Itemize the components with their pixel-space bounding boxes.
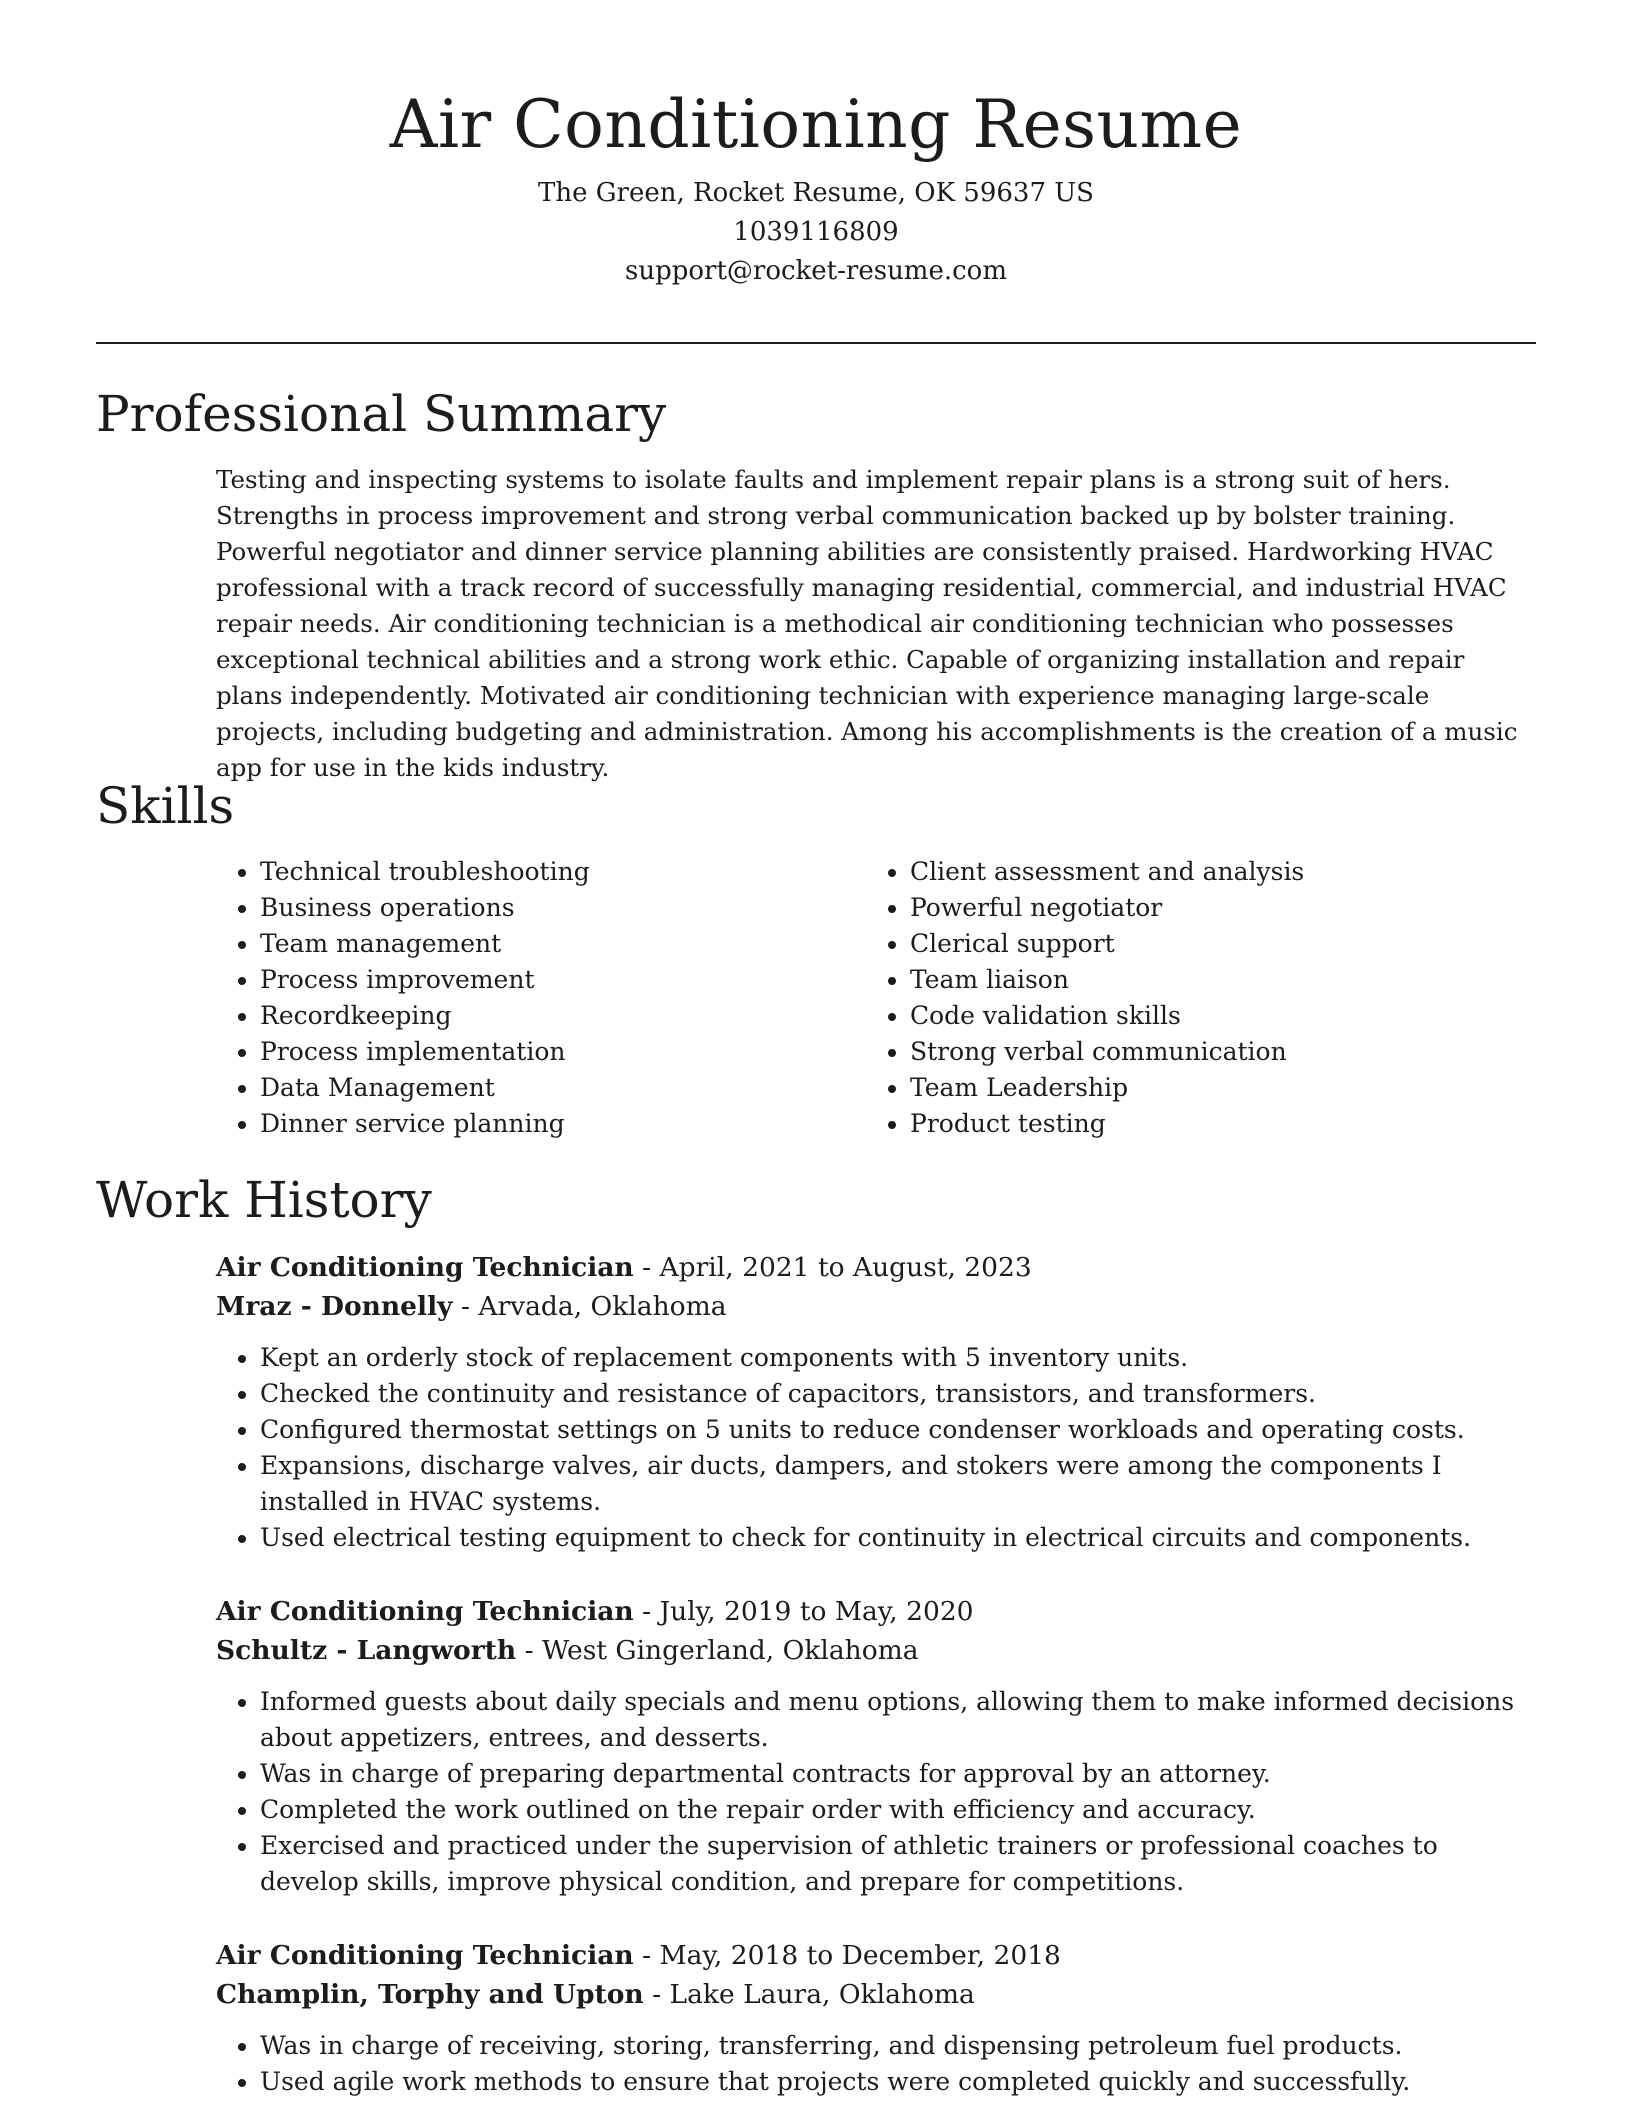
job-bullet: • Kept an orderly stock of replacement components with 5 inventory units. <box>260 1340 1536 1376</box>
job-bullets <box>216 2028 1536 2100</box>
job-bullet: • Completed the work outlined on the repair order with efficiency and accuracy. <box>260 1792 1536 1828</box>
header-divider <box>96 342 1536 344</box>
contact-address: The Green, Rocket Resume, OK 59637 US <box>538 178 1094 208</box>
skill-item: • Dinner service planning <box>260 1106 816 1142</box>
skill-item: • Team management <box>260 926 816 962</box>
skill-item: • Team liaison <box>910 962 1506 998</box>
job-location: West Gingerland, Oklahoma <box>541 1635 919 1666</box>
contact-email: support@rocket-resume.com <box>624 256 1007 286</box>
skill-item: • Team Leadership <box>910 1070 1506 1106</box>
job-bullet: • Used electrical testing equipment to check for continuity in electrical circuits and components. <box>260 1520 1536 1556</box>
job-bullets <box>216 1684 1536 1900</box>
job-company: Mraz - Donnelly <box>216 1291 453 1322</box>
skill-item: • Strong verbal communication <box>910 1034 1506 1070</box>
skill-item: • Product testing <box>910 1106 1506 1142</box>
job-dates: April, 2021 to August, 2023 <box>659 1252 1032 1283</box>
job-title-line: Air Conditioning Technician - May, 2018 to December, 2018 <box>216 1940 1061 1971</box>
job-bullet: • Exercised and practiced under the supervision of athletic trainers or professional coaches to develop skills, improve physical condition, and prepare for competitions. <box>260 1828 1536 1900</box>
job-entry <box>216 1592 1536 1900</box>
job-entry <box>216 1248 1536 1556</box>
skill-item: • Code validation skills <box>910 998 1506 1034</box>
job-company: Schultz - Langworth <box>216 1635 517 1666</box>
job-bullet: • Was in charge of preparing departmental contracts for approval by an attorney. <box>260 1756 1536 1792</box>
job-location: Lake Laura, Oklahoma <box>669 1979 975 2010</box>
job-location: Arvada, Oklahoma <box>478 1291 727 1322</box>
summary-text: Testing and inspecting systems to isolate faults and implement repair plans is a strong suit of hers. Strengths in process improvement and strong verbal communication backed up by bolster training. Powerful negotiator and dinner service planning abilities are consistently praised. Hardworking HVAC professional with a track record of successfully managing residential, commercial, and industrial HVAC repair needs. Air conditioning technician is a methodical air conditioning technician who possesses exceptional technical abilities and a strong work ethic. Capable of organizing installation and repair plans independently. Motivated air conditioning technician with experience managing large-scale projects, including budgeting and administration. Among his accomplishments is the creation of a music app for use in the kids industry. <box>216 465 1518 782</box>
resume-title: Air Conditioning Resume <box>389 86 1243 163</box>
skill-item: • Client assessment and analysis <box>910 854 1506 890</box>
skills-list-left <box>216 854 816 1142</box>
job-role: Air Conditioning Technician <box>216 1940 634 1971</box>
job-bullet: • Expansions, discharge valves, air ducts, dampers, and stokers were among the components I installed in HVAC systems. <box>260 1448 1536 1520</box>
skill-item: • Data Management <box>260 1070 816 1106</box>
work-history-heading: Work History <box>96 1171 432 1229</box>
job-title-line: Air Conditioning Technician - April, 2021 to August, 2023 <box>216 1252 1032 1283</box>
skill-item: • Business operations <box>260 890 816 926</box>
job-entry <box>216 1936 1536 2100</box>
job-role: Air Conditioning Technician <box>216 1596 634 1627</box>
summary-heading: Professional Summary <box>96 385 667 443</box>
job-bullet: • Informed guests about daily specials and menu options, allowing them to make informed decisions about appetizers, entrees, and desserts. <box>260 1684 1536 1756</box>
skill-item: • Process implementation <box>260 1034 816 1070</box>
skill-item: • Technical troubleshooting <box>260 854 816 890</box>
skill-item: • Powerful negotiator <box>910 890 1506 926</box>
job-bullet: • Checked the continuity and resistance of capacitors, transistors, and transformers. <box>260 1376 1536 1412</box>
job-company-line: Schultz - Langworth - West Gingerland, Oklahoma <box>216 1635 919 1666</box>
skills-heading: Skills <box>96 777 235 835</box>
job-title-line: Air Conditioning Technician - July, 2019 to May, 2020 <box>216 1596 974 1627</box>
job-company: Champlin, Torphy and Upton <box>216 1979 644 2010</box>
skill-item: • Recordkeeping <box>260 998 816 1034</box>
skill-item: • Clerical support <box>910 926 1506 962</box>
contact-phone: 1039116809 <box>733 217 899 247</box>
job-company-line: Champlin, Torphy and Upton - Lake Laura, Oklahoma <box>216 1979 975 2010</box>
skill-item: • Process improvement <box>260 962 816 998</box>
job-company-line: Mraz - Donnelly - Arvada, Oklahoma <box>216 1291 727 1322</box>
resume-header <box>96 82 1536 291</box>
job-bullet: • Was in charge of receiving, storing, transferring, and dispensing petroleum fuel products. <box>260 2028 1536 2064</box>
job-bullet: • Used agile work methods to ensure that projects were completed quickly and successfully. <box>260 2064 1536 2100</box>
skills-list-right <box>866 854 1506 1142</box>
job-bullet: • Configured thermostat settings on 5 units to reduce condenser workloads and operating costs. <box>260 1412 1536 1448</box>
job-role: Air Conditioning Technician <box>216 1252 634 1283</box>
job-dates: May, 2018 to December, 2018 <box>659 1940 1061 1971</box>
job-bullets <box>216 1340 1536 1556</box>
job-dates: July, 2019 to May, 2020 <box>659 1596 974 1627</box>
